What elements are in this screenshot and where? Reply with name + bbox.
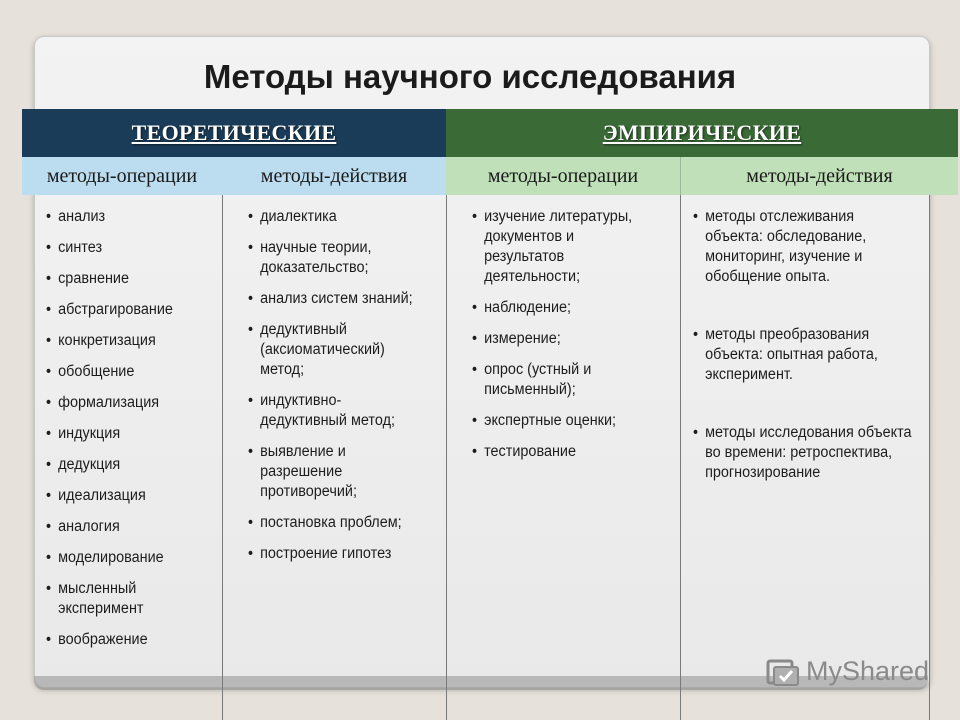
list-item: • диалектика xyxy=(248,207,425,227)
list-item: • индукция xyxy=(46,424,210,444)
list-item: • формализация xyxy=(46,393,210,413)
list-empirical-actions xyxy=(681,195,929,483)
list-item: • научные теории, доказательство; xyxy=(248,238,425,278)
list-item: • постановка проблем; xyxy=(248,513,425,533)
subheader-empirical-actions: методы-действия xyxy=(680,157,958,195)
list-item: • построение гипотез xyxy=(248,544,425,564)
list-item: • изучение литературы, документов и результатов деятельности; xyxy=(472,207,658,287)
list-item: • дедуктивный (аксиоматический) метод; xyxy=(248,320,425,380)
watermark xyxy=(766,656,929,687)
column-theory-operations xyxy=(22,195,222,720)
list-item: • сравнение xyxy=(46,269,210,289)
list-item: • экспертные оценки; xyxy=(472,411,658,431)
myshared-logo-icon xyxy=(766,657,800,687)
list-item: • анализ xyxy=(46,207,210,227)
list-item: • выявление и разрешение противоречий; xyxy=(248,442,425,502)
header-theoretical: ТЕОРЕТИЧЕСКИЕ xyxy=(22,109,446,157)
list-item: • методы отслеживания объекта: обследование, мониторинг, изучение и обобщение опыта. xyxy=(693,207,912,287)
list-item: • опрос (устный и письменный); xyxy=(472,360,658,400)
list-item: • дедукция xyxy=(46,455,210,475)
subheader-empirical-operations: методы-операции xyxy=(446,157,680,195)
list-item: • конкретизация xyxy=(46,331,210,351)
list-item: • обобщение xyxy=(46,362,210,382)
column-empirical-actions xyxy=(680,195,930,720)
list-item: • индуктивно-дедуктивный метод; xyxy=(248,391,425,431)
page-title: Методы научного исследования xyxy=(203,58,737,95)
header-empirical: ЭМПИРИЧЕСКИЕ xyxy=(446,109,958,157)
list-item: • аналогия xyxy=(46,517,210,537)
list-item: • идеализация xyxy=(46,486,210,506)
list-theory-operations xyxy=(22,195,222,650)
list-item: • измерение; xyxy=(472,329,658,349)
list-item: • методы преобразования объекта: опытная работа, эксперимент. xyxy=(693,325,912,385)
column-theory-actions xyxy=(222,195,446,720)
subheader-theory-operations: методы-операции xyxy=(22,157,222,195)
column-empirical-operations xyxy=(446,195,680,720)
list-item: • методы исследования объекта во времени: ретроспектива, прогнозирование xyxy=(693,423,912,483)
list-theory-actions xyxy=(223,195,446,564)
watermark-text: MyShared xyxy=(806,656,930,686)
list-item: • синтез xyxy=(46,238,210,258)
list-item: • абстрагирование xyxy=(46,300,210,320)
list-item: • воображение xyxy=(46,630,210,650)
list-item: • мысленный эксперимент xyxy=(46,579,210,619)
list-item: • наблюдение; xyxy=(472,298,658,318)
list-item: • тестирование xyxy=(472,442,658,462)
list-item: • моделирование xyxy=(46,548,210,568)
list-empirical-operations xyxy=(447,195,680,462)
subheader-theory-actions: методы-действия xyxy=(222,157,446,195)
list-item: • анализ систем знаний; xyxy=(248,289,425,309)
